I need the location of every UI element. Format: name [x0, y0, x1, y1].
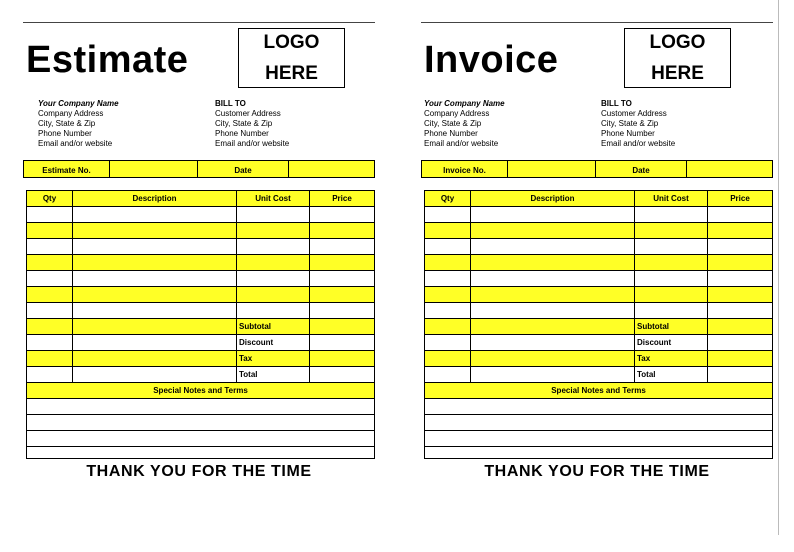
table-row[interactable]: [425, 239, 772, 255]
total-value[interactable]: [309, 367, 374, 382]
number-field[interactable]: [508, 161, 595, 177]
company-phone: Phone Number: [424, 129, 478, 138]
form-title: Invoice: [424, 39, 559, 81]
logo-placeholder: LOGO HERE: [624, 28, 731, 88]
logo-placeholder: LOGO HERE: [238, 28, 345, 88]
total-label: Total: [634, 367, 707, 382]
table-header-row: [425, 191, 772, 207]
bill-to-block: [215, 99, 289, 149]
table-row[interactable]: [27, 287, 374, 303]
company-city: City, State & Zip: [38, 119, 96, 128]
discount-value[interactable]: [707, 335, 772, 350]
table-row[interactable]: [425, 271, 772, 287]
number-label: Invoice No.: [443, 166, 486, 175]
bill-to-block: [601, 99, 675, 149]
column-header-qty: Qty: [440, 194, 455, 203]
table-row[interactable]: [27, 255, 374, 271]
company-block: [38, 99, 119, 149]
customer-email: Email and/or website: [215, 139, 290, 148]
line-items-table: [424, 190, 773, 459]
subtotal-row: [27, 319, 374, 335]
top-rule: [23, 22, 375, 23]
total-row: [425, 367, 772, 383]
company-address: Company Address: [424, 109, 490, 118]
notes-heading: Special Notes and Terms: [551, 386, 646, 395]
table-row[interactable]: [425, 303, 772, 319]
subtotal-value[interactable]: [309, 319, 374, 334]
date-field[interactable]: [289, 161, 374, 177]
table-row[interactable]: [425, 255, 772, 271]
invoice-form: [421, 0, 773, 552]
form-title: Estimate: [26, 39, 189, 81]
company-block: [424, 99, 505, 149]
tax-label: Tax: [634, 351, 707, 366]
total-value[interactable]: [707, 367, 772, 382]
table-row[interactable]: [27, 303, 374, 319]
table-row[interactable]: [27, 207, 374, 223]
date-label: Date: [632, 166, 650, 175]
tax-row: [425, 351, 772, 367]
discount-value[interactable]: [309, 335, 374, 350]
customer-phone: Phone Number: [601, 129, 655, 138]
number-date-bar: [23, 160, 375, 178]
notes-line[interactable]: [27, 447, 374, 458]
company-name: Your Company Name: [38, 99, 119, 108]
table-row[interactable]: [425, 287, 772, 303]
column-header-description: Description: [470, 191, 634, 206]
thank-you-footer: THANK YOU FOR THE TIME: [86, 463, 312, 480]
notes-line[interactable]: [425, 431, 772, 447]
estimate-form: [23, 0, 375, 552]
subtotal-value[interactable]: [707, 319, 772, 334]
bill-to-heading: BILL TO: [601, 99, 632, 108]
notes-line[interactable]: [27, 431, 374, 447]
table-row[interactable]: [425, 207, 772, 223]
table-header-row: [27, 191, 374, 207]
subtotal-label: Subtotal: [634, 319, 707, 334]
table-row[interactable]: [27, 239, 374, 255]
column-header-qty: Qty: [42, 194, 57, 203]
discount-label: Discount: [236, 335, 309, 350]
notes-heading-row: [27, 383, 374, 399]
number-field[interactable]: [110, 161, 197, 177]
discount-label: Discount: [634, 335, 707, 350]
subtotal-row: [425, 319, 772, 335]
company-email: Email and/or website: [38, 139, 113, 148]
company-email: Email and/or website: [424, 139, 499, 148]
notes-line[interactable]: [425, 415, 772, 431]
column-header-price: Price: [309, 191, 374, 206]
subtotal-label: Subtotal: [236, 319, 309, 334]
column-header-price: Price: [707, 191, 772, 206]
table-row[interactable]: [425, 223, 772, 239]
notes-heading-row: [425, 383, 772, 399]
customer-phone: Phone Number: [215, 129, 269, 138]
customer-city: City, State & Zip: [601, 119, 659, 128]
notes-line[interactable]: [27, 415, 374, 431]
discount-row: [425, 335, 772, 351]
number-date-bar: [421, 160, 773, 178]
total-label: Total: [236, 367, 309, 382]
date-label: Date: [234, 166, 252, 175]
customer-city: City, State & Zip: [215, 119, 273, 128]
notes-line[interactable]: [425, 399, 772, 415]
page-edge-rule: [778, 0, 779, 535]
company-city: City, State & Zip: [424, 119, 482, 128]
table-row[interactable]: [27, 223, 374, 239]
column-header-description: Description: [72, 191, 236, 206]
discount-row: [27, 335, 374, 351]
date-field[interactable]: [687, 161, 772, 177]
company-phone: Phone Number: [38, 129, 92, 138]
customer-address: Customer Address: [601, 109, 667, 118]
column-header-unit-cost: Unit Cost: [236, 191, 309, 206]
company-name: Your Company Name: [424, 99, 505, 108]
bill-to-heading: BILL TO: [215, 99, 246, 108]
table-row[interactable]: [27, 271, 374, 287]
notes-heading: Special Notes and Terms: [153, 386, 248, 395]
notes-line[interactable]: [27, 399, 374, 415]
top-rule: [421, 22, 773, 23]
number-label: Estimate No.: [42, 166, 91, 175]
notes-line[interactable]: [425, 447, 772, 458]
column-header-unit-cost: Unit Cost: [634, 191, 707, 206]
thank-you-footer: THANK YOU FOR THE TIME: [484, 463, 710, 480]
company-address: Company Address: [38, 109, 104, 118]
tax-value[interactable]: [707, 351, 772, 366]
line-items-table: [26, 190, 375, 459]
total-row: [27, 367, 374, 383]
customer-email: Email and/or website: [601, 139, 676, 148]
tax-row: [27, 351, 374, 367]
tax-value[interactable]: [309, 351, 374, 366]
tax-label: Tax: [236, 351, 309, 366]
customer-address: Customer Address: [215, 109, 281, 118]
